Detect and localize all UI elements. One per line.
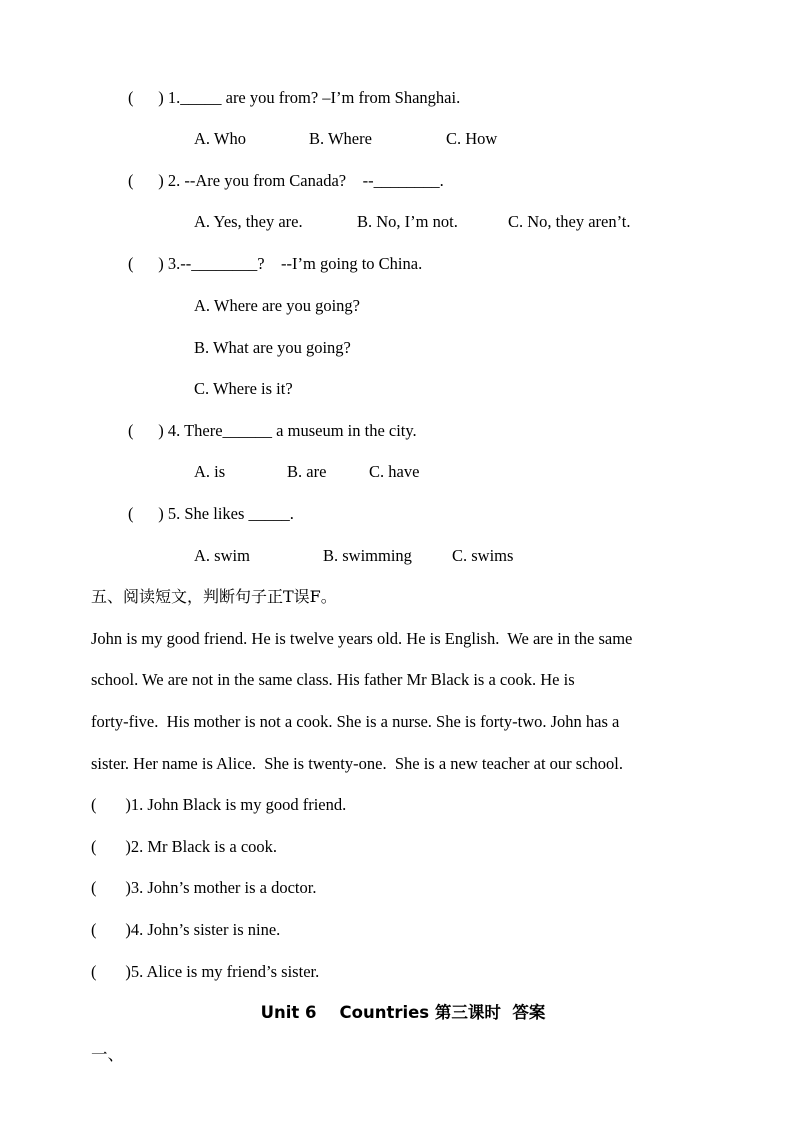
reading-paragraph-line-4: sister. Her name is Alice. She is twenty-one. She is a new teacher at our school. xyxy=(91,754,623,773)
true-false-statement-1: ( )1. John Black is my good friend. xyxy=(91,795,347,814)
question-1-stem: ( ) 1._____ are you from? –I’m from Shanghai. xyxy=(128,88,461,107)
question-4-option-c: C. have xyxy=(369,462,420,481)
question-2-option-a: A. Yes, they are. xyxy=(194,212,303,231)
answer-section-title: Unit 6 Countries 第三课时 答案 xyxy=(260,1003,546,1022)
question-5-option-b: B. swimming xyxy=(323,546,412,565)
true-false-statement-5: ( )5. Alice is my friend’s sister. xyxy=(91,962,320,981)
question-3-stem: ( ) 3.--________? --I’m going to China. xyxy=(128,254,423,273)
reading-paragraph-line-2: school. We are not in the same class. His father Mr Black is a cook. He is xyxy=(91,670,575,689)
question-5-option-a: A. swim xyxy=(194,546,250,565)
reading-paragraph-line-1: John is my good friend. He is twelve years old. He is English. We are in the same xyxy=(91,629,633,648)
true-false-statement-4: ( )4. John’s sister is nine. xyxy=(91,920,281,939)
question-4-option-b: B. are xyxy=(287,462,327,481)
question-1-option-c: C. How xyxy=(446,129,498,148)
question-2-stem: ( ) 2. --Are you from Canada? --________. xyxy=(128,171,444,190)
question-2-option-b: B. No, I’m not. xyxy=(357,212,458,231)
question-3-option-c: C. Where is it? xyxy=(194,379,293,398)
section-5-title: 五、阅读短文，判断句子正T误F。 xyxy=(91,587,337,606)
question-3-option-b: B. What are you going? xyxy=(194,338,351,357)
true-false-statement-2: ( )2. Mr Black is a cook. xyxy=(91,837,278,856)
question-3-option-a: A. Where are you going? xyxy=(194,296,361,315)
answer-first-heading: 一、 xyxy=(91,1045,124,1064)
question-4-option-a: A. is xyxy=(194,462,226,481)
true-false-statement-3: ( )3. John’s mother is a doctor. xyxy=(91,878,317,897)
question-1-option-a: A. Who xyxy=(194,129,246,148)
question-5-option-c: C. swims xyxy=(452,546,514,565)
question-4-stem: ( ) 4. There______ a museum in the city. xyxy=(128,421,417,440)
question-5-stem: ( ) 5. She likes _____. xyxy=(128,504,294,523)
question-2-option-c: C. No, they aren’t. xyxy=(508,212,631,231)
question-1-option-b: B. Where xyxy=(309,129,372,148)
reading-paragraph-line-3: forty-five. His mother is not a cook. She is a nurse. She is forty-two. John has a xyxy=(91,712,620,731)
